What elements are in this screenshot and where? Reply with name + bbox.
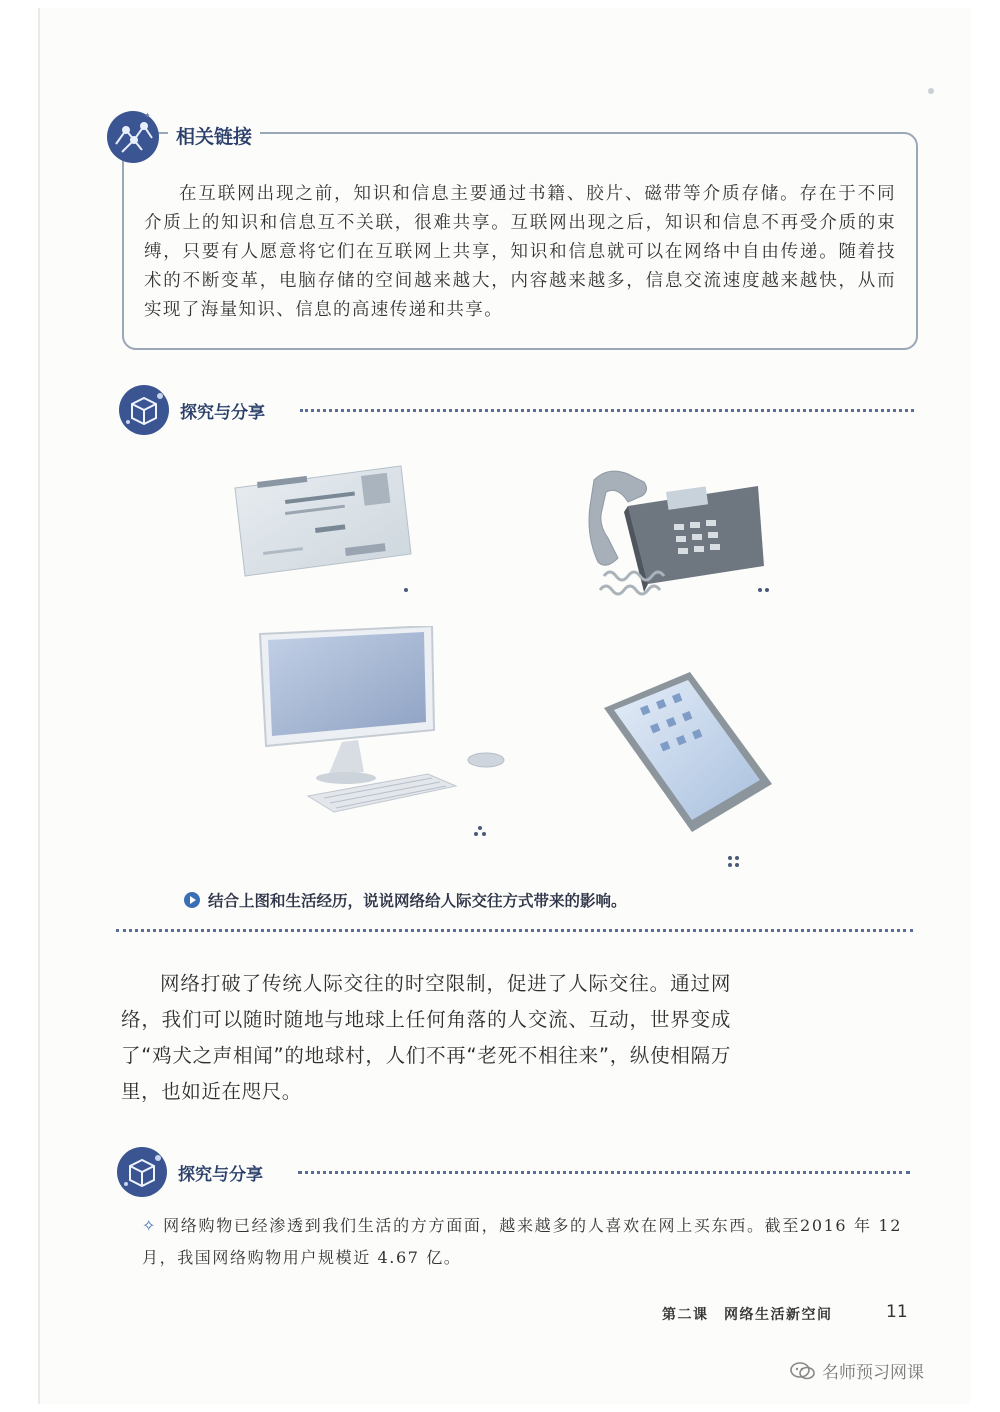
section-title: 探究与分享 [180,403,265,423]
related-link-icon [104,108,162,170]
dotted-rule [300,409,914,412]
related-link-text: 在互联网出现之前，知识和信息主要通过书籍、胶片、磁带等介质存储。存在于不同介质上的知识和信息互不关联，很难共享。互联网出现之后，知识和信息不再受介质的束缚，只要有人愿意将它们在互联网上共享，知识和信息就可以在网络中自由传递。随着技术的不断变革，电脑存储的空间越来越大，内容越来越多，信息交流速度越来越快，从而实现了海量知识、信息的高速传递和共享。 [144,184,896,320]
page-speck [928,88,934,94]
related-link-title: 相关链接 [168,122,260,149]
dotted-rule [298,1171,910,1174]
running-footer: 第二课 网络生活新空间 [662,1307,833,1323]
share-text: 网络购物已经渗透到我们生活的方方面面，越来越多的人喜欢在网上买东西。截至2016 年 12 月，我国网络购物用户规模近 4.67 亿。 [142,1216,902,1267]
desk-telephone-image [588,466,768,620]
id-card-image [225,462,415,586]
discussion-question: 结合上图和生活经历，说说网络给人际交往方式带来的影响。 [208,892,627,910]
play-bullet-icon [184,892,200,908]
main-paragraph: 网络打破了传统人际交往的时空限制，促进了人际交往。通过网络，我们可以随时随地与地球上任何角落的人交流、互动，世界变成了“鸡犬之声相闻”的地球村，人们不再“老死不相往来”，纵使相隔万里，也如近在咫尺。 [121,972,731,1103]
page-number: 11 [886,1302,908,1322]
section-header-explore-1 [116,382,916,442]
desktop-computer-image [258,626,518,830]
diamond-bullet-icon: ✧ [142,1216,158,1235]
dotted-divider [116,929,913,932]
watermark [790,1358,924,1386]
watermark-text: 名师预习网课 [822,1363,924,1383]
cube-icon [116,382,172,442]
section-title: 探究与分享 [178,1165,263,1185]
chat-bubble-icon [790,1361,816,1386]
svg-text:✦: ✦ [144,111,151,120]
share-paragraph [142,1210,902,1274]
smartphone-image [600,668,780,842]
cube-icon [114,1144,170,1204]
section-header-explore-2 [114,1144,914,1204]
